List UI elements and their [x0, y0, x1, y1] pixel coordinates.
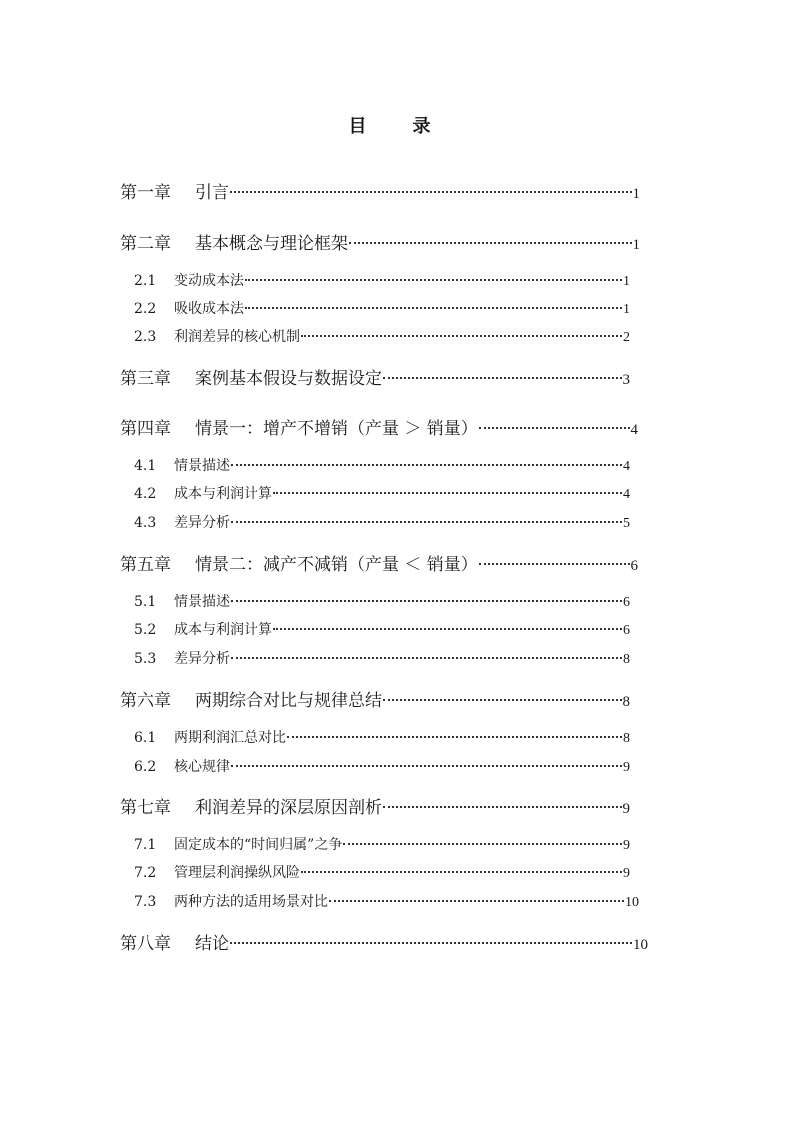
dot-leader [479, 417, 630, 434]
toc-entry-number: 第三章 [120, 369, 171, 388]
dot-leader [273, 620, 622, 634]
toc-entry-chapter-2[interactable] [120, 229, 640, 253]
toc-entry-section-5-3[interactable] [134, 648, 630, 668]
dot-leader [230, 932, 632, 949]
dot-leader [383, 367, 622, 384]
toc-entry-page: 4 [623, 459, 630, 474]
toc-entry-label: 情景描述 [174, 458, 230, 474]
toc-entry-page: 1 [623, 302, 630, 317]
toc-entry-chapter-8[interactable] [120, 929, 648, 953]
toc-entry-label: 吸收成本法 [174, 301, 244, 317]
toc-entry-number: 6.1 [134, 730, 157, 746]
toc-entry-number: 5.2 [134, 622, 157, 638]
toc-entry-page: 10 [633, 937, 648, 953]
toc-entry-page: 4 [623, 487, 630, 502]
toc-entry-section-4-2[interactable] [134, 483, 630, 503]
toc-entry-label: 情景一：增产不增销（产量 ＞ 销量） [195, 419, 478, 438]
toc-entry-chapter-3[interactable] [120, 364, 630, 388]
toc-entry-label: 差异分析 [174, 651, 230, 667]
toc-entry-page: 1 [623, 274, 630, 289]
toc-entry-label: 固定成本的“时间归属”之争 [174, 837, 343, 853]
dot-leader [231, 649, 622, 663]
toc-entry-number: 第六章 [120, 691, 171, 710]
toc-entry-number: 第八章 [120, 934, 171, 953]
toc-entry-number: 6.2 [134, 759, 157, 775]
dot-leader [231, 513, 622, 527]
toc-entry-label: 两期综合对比与规律总结 [195, 691, 382, 710]
toc-entry-number: 第七章 [120, 798, 171, 817]
toc-entry-label: 案例基本假设与数据设定 [195, 369, 382, 388]
toc-entry-label: 利润差异的核心机制 [174, 329, 300, 345]
toc-entry-number: 7.2 [134, 865, 157, 881]
toc-entry-chapter-6[interactable] [120, 686, 630, 710]
toc-entry-number: 2.1 [134, 273, 157, 289]
toc-entry-number: 5.3 [134, 651, 157, 667]
dot-leader [245, 271, 622, 285]
toc-entry-section-6-1[interactable] [134, 727, 630, 747]
toc-entry-number: 4.1 [134, 458, 157, 474]
dot-leader [245, 299, 622, 313]
toc-entry-page: 8 [623, 652, 630, 667]
dot-leader [230, 181, 632, 198]
toc-entry-page: 1 [632, 237, 640, 253]
toc-entry-label: 核心规律 [174, 759, 230, 775]
toc-entry-section-5-1[interactable] [134, 591, 630, 611]
toc-title: 目 录 [348, 116, 445, 137]
toc-entry-section-4-3[interactable] [134, 512, 630, 532]
toc-entry-label: 情景二：减产不减销（产量 ＜ 销量） [195, 555, 478, 574]
toc-entry-number: 第五章 [120, 555, 171, 574]
toc-entry-number: 第二章 [120, 234, 171, 253]
toc-entry-chapter-5[interactable] [120, 550, 638, 574]
toc-entry-label: 管理层利润操纵风险 [174, 865, 300, 881]
toc-entry-page: 9 [622, 801, 630, 817]
toc-entry-section-2-3[interactable] [134, 326, 630, 346]
toc-entry-label: 差异分析 [174, 515, 230, 531]
toc-entry-page: 3 [622, 372, 630, 388]
toc-entry-section-2-1[interactable] [134, 270, 630, 290]
toc-entry-label: 结论 [195, 934, 229, 953]
toc-entry-page: 5 [623, 516, 630, 531]
toc-entry-page: 4 [630, 422, 638, 438]
toc-entry-section-7-2[interactable] [134, 862, 630, 882]
toc-entry-label: 成本与利润计算 [174, 486, 272, 502]
dot-leader [383, 796, 622, 813]
dot-leader [273, 484, 622, 498]
toc-entry-page: 8 [623, 731, 630, 746]
toc-entry-page: 6 [630, 558, 638, 574]
toc-entry-page: 9 [623, 760, 630, 775]
dot-leader [231, 456, 622, 470]
toc-entry-number: 2.2 [134, 301, 157, 317]
toc-entry-section-4-1[interactable] [134, 455, 630, 475]
toc-entry-label: 成本与利润计算 [174, 622, 272, 638]
toc-entry-page: 9 [623, 866, 630, 881]
toc-entry-chapter-4[interactable] [120, 414, 638, 438]
toc-entry-label: 变动成本法 [174, 273, 244, 289]
toc-entry-chapter-1[interactable] [120, 178, 640, 202]
toc-entry-label: 基本概念与理论框架 [195, 234, 348, 253]
toc-entry-number: 4.2 [134, 486, 157, 502]
toc-entry-number: 第四章 [120, 419, 171, 438]
toc-entry-number: 第一章 [120, 183, 171, 202]
toc-entry-page: 6 [623, 595, 630, 610]
toc-entry-section-7-3[interactable] [134, 891, 639, 911]
toc-entry-number: 7.3 [134, 894, 157, 910]
dot-leader [383, 689, 622, 706]
toc-entry-number: 4.3 [134, 515, 157, 531]
dot-leader [329, 892, 624, 906]
dot-leader [349, 232, 632, 249]
toc-entry-page: 9 [623, 838, 630, 853]
toc-entry-number: 5.1 [134, 594, 157, 610]
dot-leader [479, 553, 630, 570]
toc-entry-label: 情景描述 [174, 594, 230, 610]
toc-entry-page: 10 [625, 895, 639, 910]
toc-entry-section-5-2[interactable] [134, 619, 630, 639]
toc-entry-label: 两期利润汇总对比 [174, 730, 286, 746]
dot-leader [231, 592, 622, 606]
dot-leader [301, 327, 622, 341]
toc-entry-page: 6 [623, 623, 630, 638]
toc-entry-number: 2.3 [134, 329, 157, 345]
toc-entry-label: 引言 [195, 183, 229, 202]
toc-entry-label: 利润差异的深层原因剖析 [195, 798, 382, 817]
dot-leader [287, 728, 622, 742]
toc-entry-page: 8 [622, 694, 630, 710]
toc-entry-section-6-2[interactable] [134, 756, 630, 776]
dot-leader [343, 835, 622, 849]
toc-entry-section-7-1[interactable] [134, 834, 630, 854]
toc-entry-chapter-7[interactable] [120, 793, 630, 817]
toc-entry-section-2-2[interactable] [134, 298, 630, 318]
dot-leader [231, 757, 622, 771]
toc-entry-page: 2 [623, 330, 630, 345]
toc-entry-number: 7.1 [134, 837, 157, 853]
toc-entry-label: 两种方法的适用场景对比 [174, 894, 328, 910]
toc-entry-page: 1 [632, 186, 640, 202]
dot-leader [301, 863, 622, 877]
